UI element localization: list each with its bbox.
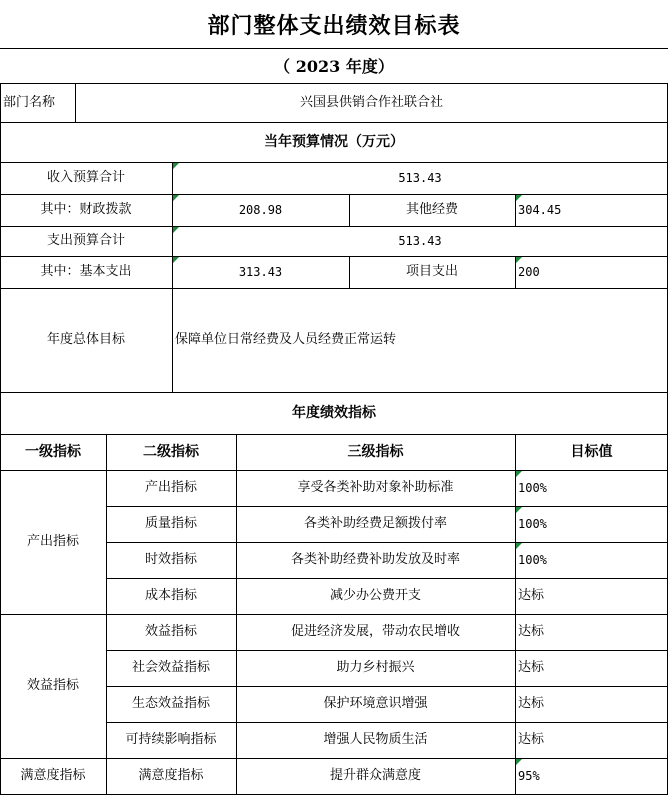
grid-line xyxy=(0,48,668,49)
cell-marker-icon xyxy=(173,195,179,201)
grid-line xyxy=(349,256,350,288)
dept-label: 部门名称 xyxy=(3,95,56,111)
grid-line xyxy=(349,194,350,226)
header-level2: 二级指标 xyxy=(143,443,199,460)
row-target: 100% xyxy=(518,552,547,567)
grid-line xyxy=(236,434,237,794)
row-level2: 效益指标 xyxy=(144,624,197,640)
grid-line xyxy=(106,686,668,687)
grid-line xyxy=(106,542,668,543)
grid-line xyxy=(0,256,668,257)
cell-marker-icon xyxy=(173,257,179,263)
grid-line xyxy=(0,794,668,795)
year-label: （ 2023 年度） xyxy=(274,56,394,76)
grid-line xyxy=(0,614,668,615)
grid-line xyxy=(106,434,107,794)
fiscal-value: 208.98 xyxy=(238,202,283,217)
other-value: 304.45 xyxy=(518,202,562,217)
grid-line xyxy=(0,392,668,393)
budget-section-title: 当年预算情况（万元） xyxy=(264,133,404,150)
row-level2: 社会效益指标 xyxy=(131,660,210,676)
row-level2: 满意度指标 xyxy=(138,768,204,784)
row-target: 达标 xyxy=(518,624,545,640)
grid-line xyxy=(0,288,668,289)
cell-marker-icon xyxy=(173,227,179,233)
grid-line xyxy=(0,122,668,123)
grid-line xyxy=(106,650,668,651)
row-level2: 质量指标 xyxy=(144,516,197,532)
row-target: 95% xyxy=(518,768,540,783)
row-level3: 增强人民物质生活 xyxy=(323,732,428,748)
grid-line xyxy=(515,434,516,794)
income-total-label: 收入预算合计 xyxy=(46,170,125,186)
row-target: 100% xyxy=(518,480,547,495)
other-label: 其他经费 xyxy=(405,202,458,218)
basic-label: 其中：基本支出 xyxy=(40,264,132,280)
row-level2: 可持续影响指标 xyxy=(125,732,217,748)
row-level3: 各类补助经费补助发放及时率 xyxy=(290,552,460,568)
group-level1: 满意度指标 xyxy=(20,768,86,784)
row-level2: 时效指标 xyxy=(144,552,197,568)
header-level1: 一级指标 xyxy=(25,443,81,460)
cell-marker-icon xyxy=(516,471,522,477)
grid-line xyxy=(0,83,668,84)
row-level2: 成本指标 xyxy=(144,588,197,604)
project-label: 项目支出 xyxy=(405,264,458,280)
dept-value: 兴国县供销合作社联合社 xyxy=(299,95,443,111)
expense-total-value: 513.43 xyxy=(398,233,442,248)
grid-line xyxy=(106,722,668,723)
row-target: 100% xyxy=(518,516,547,531)
grid-line xyxy=(0,434,668,435)
cell-marker-icon xyxy=(516,543,522,549)
page-title: 部门整体支出绩效目标表 xyxy=(207,12,461,39)
grid-line xyxy=(0,162,668,163)
row-target: 达标 xyxy=(518,588,545,604)
grid-line xyxy=(0,194,668,195)
grid-line xyxy=(0,470,668,471)
income-total-value: 513.43 xyxy=(398,170,442,185)
row-level3: 保护环境意识增强 xyxy=(323,696,428,712)
row-level3: 促进经济发展，带动农民增收 xyxy=(290,624,460,640)
row-level2: 生态效益指标 xyxy=(131,696,210,712)
header-target: 目标值 xyxy=(570,443,613,460)
row-target: 达标 xyxy=(518,696,545,712)
header-level3: 三级指标 xyxy=(347,443,404,460)
grid-line xyxy=(106,506,668,507)
cell-marker-icon xyxy=(173,163,179,169)
goal-value: 保障单位日常经费及人员经费正常运转 xyxy=(175,332,397,348)
row-level3: 减少办公费开支 xyxy=(329,588,421,604)
group-level1: 效益指标 xyxy=(26,678,79,694)
cell-marker-icon xyxy=(516,759,522,765)
row-target: 达标 xyxy=(518,660,545,676)
row-level3: 助力乡村振兴 xyxy=(336,660,415,676)
expense-total-label: 支出预算合计 xyxy=(46,233,125,249)
grid-line xyxy=(0,83,1,795)
grid-line xyxy=(75,83,76,122)
goal-label: 年度总体目标 xyxy=(46,332,125,348)
grid-line xyxy=(0,226,668,227)
row-target: 达标 xyxy=(518,732,545,748)
row-level3: 提升群众满意度 xyxy=(329,768,421,784)
indicators-section-title: 年度绩效指标 xyxy=(292,404,376,421)
grid-line xyxy=(0,758,668,759)
fiscal-label: 其中：财政拨款 xyxy=(40,202,132,218)
cell-marker-icon xyxy=(516,507,522,513)
cell-marker-icon xyxy=(516,257,522,263)
cell-marker-icon xyxy=(516,195,522,201)
row-level3: 各类补助经费足额拨付率 xyxy=(303,516,447,532)
project-value: 200 xyxy=(518,264,540,279)
group-level1: 产出指标 xyxy=(26,534,79,550)
row-level2: 产出指标 xyxy=(144,480,197,496)
row-level3: 享受各类补助对象补助标准 xyxy=(297,480,454,496)
basic-value: 313.43 xyxy=(238,264,283,279)
grid-line xyxy=(106,578,668,579)
